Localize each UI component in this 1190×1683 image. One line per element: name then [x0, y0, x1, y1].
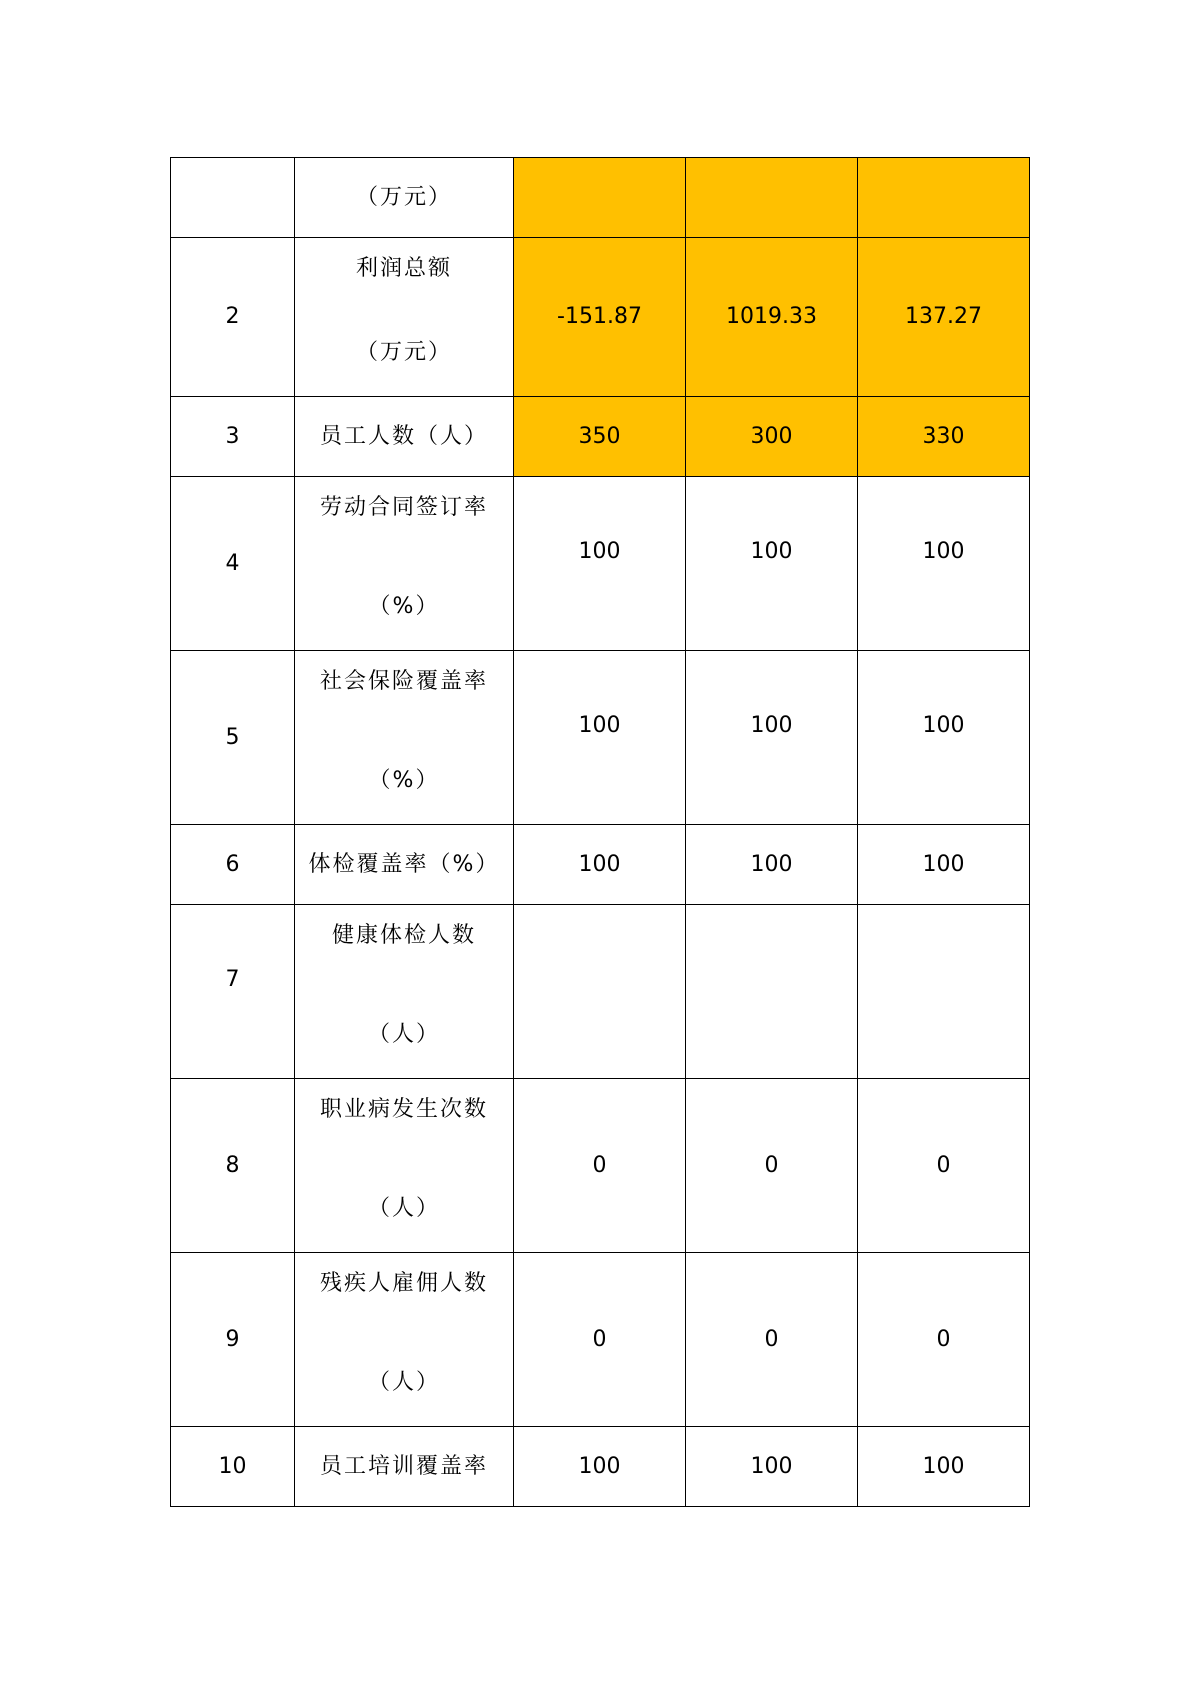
table-row	[171, 397, 1030, 477]
value-cell: -151.87	[514, 238, 686, 397]
indicator-name: 利润总额	[355, 256, 452, 281]
row-number	[171, 905, 295, 1079]
value-cell: 1019.33	[686, 238, 858, 397]
row-number: 4	[171, 477, 295, 651]
table-row	[171, 1079, 1030, 1253]
indicator-unit-text: （%）	[368, 768, 440, 793]
indicator-unit-text: （人）	[367, 1370, 440, 1395]
indicator-name: 残疾人雇佣人数	[319, 1271, 488, 1296]
indicator-name-cell	[295, 1427, 514, 1507]
value-cell	[514, 477, 686, 651]
indicator-unit-text: （%）	[368, 594, 440, 619]
value-cell	[858, 477, 1030, 651]
value-cell: 350	[514, 397, 686, 477]
value-cell	[858, 651, 1030, 825]
value-cell: 0	[858, 1253, 1030, 1427]
value-cell	[686, 905, 858, 1079]
indicator-name: 职业病发生次数	[319, 1097, 488, 1122]
table-row	[171, 238, 1030, 397]
value-cell: 100	[858, 1427, 1030, 1507]
indicator-table	[170, 157, 1030, 1507]
table-row	[171, 158, 1030, 238]
value-cell	[514, 651, 686, 825]
indicator-name: 体检覆盖率（%）	[308, 851, 500, 877]
value-cell: 0	[514, 1253, 686, 1427]
indicator-name: 员工培训覆盖率	[319, 1453, 488, 1479]
value-text: 100	[578, 712, 621, 738]
value-cell: 100	[514, 825, 686, 905]
value-cell: 0	[514, 1079, 686, 1253]
value-cell: 100	[514, 1427, 686, 1507]
row-number: 6	[171, 825, 295, 905]
indicator-name-cell	[295, 238, 514, 397]
value-cell: 100	[858, 825, 1030, 905]
value-text: 100	[750, 712, 793, 738]
value-cell: 100	[686, 1427, 858, 1507]
table-row	[171, 1253, 1030, 1427]
value-cell: 0	[686, 1079, 858, 1253]
value-cell	[686, 158, 858, 238]
value-cell: 0	[686, 1253, 858, 1427]
indicator-name-cell	[295, 905, 514, 1079]
row-number: 2	[171, 238, 295, 397]
value-cell: 100	[686, 825, 858, 905]
table-row	[171, 651, 1030, 825]
row-number: 5	[171, 651, 295, 825]
row-number: 3	[171, 397, 295, 477]
row-number-text: 7	[225, 966, 240, 992]
table-row	[171, 1427, 1030, 1507]
value-cell	[686, 651, 858, 825]
value-cell	[858, 905, 1030, 1079]
value-cell	[858, 158, 1030, 238]
value-text: 100	[922, 538, 965, 564]
indicator-unit	[295, 158, 514, 238]
indicator-name-cell	[295, 1079, 514, 1253]
value-text: 100	[578, 538, 621, 564]
value-cell	[686, 477, 858, 651]
indicator-name: 劳动合同签订率	[319, 495, 488, 520]
table-row	[171, 825, 1030, 905]
indicator-name: 健康体检人数	[331, 923, 476, 948]
row-number	[171, 158, 295, 238]
indicator-unit-text: （人）	[367, 1196, 440, 1221]
indicator-name: 员工人数（人）	[319, 423, 488, 449]
indicator-name-cell	[295, 477, 514, 651]
indicator-unit-text: （万元）	[355, 340, 452, 365]
value-cell	[514, 158, 686, 238]
indicator-name: 社会保险覆盖率	[319, 669, 488, 694]
table-row	[171, 905, 1030, 1079]
row-number: 9	[171, 1253, 295, 1427]
indicator-unit-text: （万元）	[355, 184, 452, 210]
value-cell: 137.27	[858, 238, 1030, 397]
row-number: 10	[171, 1427, 295, 1507]
indicator-unit-text: （人）	[367, 1022, 440, 1047]
row-number: 8	[171, 1079, 295, 1253]
value-cell	[514, 905, 686, 1079]
value-cell: 330	[858, 397, 1030, 477]
value-cell: 300	[686, 397, 858, 477]
indicator-name-cell	[295, 825, 514, 905]
indicator-name-cell	[295, 651, 514, 825]
table-row	[171, 477, 1030, 651]
value-cell: 0	[858, 1079, 1030, 1253]
value-text: 100	[750, 538, 793, 564]
indicator-name-cell	[295, 397, 514, 477]
value-text: 100	[922, 712, 965, 738]
indicator-name-cell	[295, 1253, 514, 1427]
